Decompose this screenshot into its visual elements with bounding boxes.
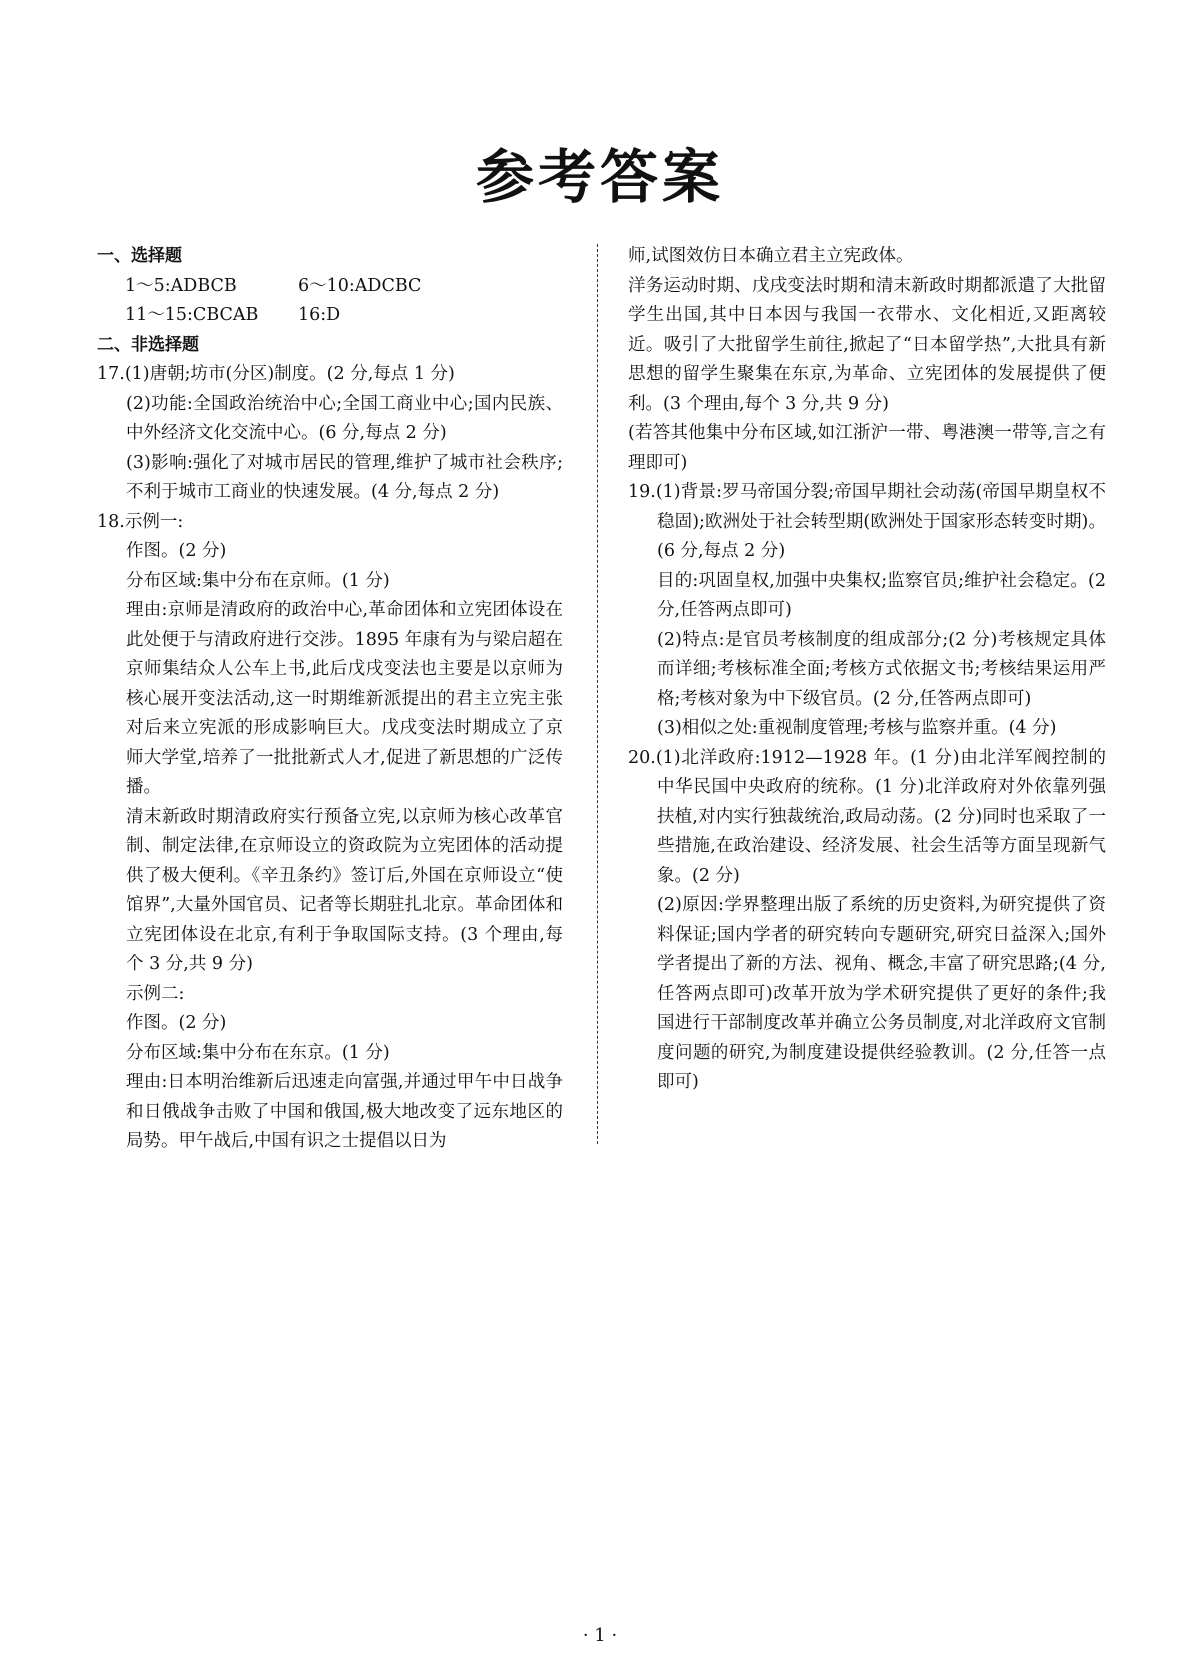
answer-group: 6～10:ADCBC xyxy=(298,275,422,296)
column-divider xyxy=(597,244,598,1144)
q18-continued: 洋务运动时期、戊戌变法时期和清末新政时期都派遣了大批留学生出国,其中日本因与我国一衣带水、文化相近,又距离较近。吸引了大批留学生前往,掀起了“日本留学热”,大批具有新思想的留学生聚集在东京,为革命、立宪团体的发展提供了便利。(3 个理由,每个 3 分,共 9 分) xyxy=(628,275,1106,414)
q19-part2: (2)特点:是官员考核制度的组成部分;(2 分)考核规定具体而详细;考核标准全面;考核方式依据文书;考核结果运用严格;考核对象为中下级官员。(2 分,任答两点即可) xyxy=(657,629,1106,709)
q19-part1: 19.(1)背景:罗马帝国分裂;帝国早期社会动荡(帝国早期皇权不稳固);欧洲处于社会转型期(欧洲处于国家形态转变时期)。(6 分,每点 2 分) xyxy=(628,482,1106,561)
q20-part2: (2)原因:学界整理出版了系统的历史资料,为研究提供了资料保证;国内学者的研究转向专题研究,研究日益深入;国外学者提出了新的方法、视角、概念,丰富了研究思路;(4 分,任答两点即可)改革开放为学术研究提供了更好的条件;我国进行干部制度改革并确立公务员制度,对北洋政府文官制度问题的研究,为制度建设提供经验教训。(2 分,任答一点即可) xyxy=(657,895,1106,1092)
q18-example2-heading: 示例二: xyxy=(126,983,185,1004)
q19-purpose: 目的:巩固皇权,加强中央集权;监察官员;维护社会稳定。(2 分,任答两点即可) xyxy=(657,570,1106,620)
q18-example1-heading: 18.示例一: xyxy=(97,511,184,532)
multiple-choice-row xyxy=(97,301,563,331)
q18-drawing-score: 作图。(2 分) xyxy=(126,1013,227,1033)
q18-drawing-score: 作图。(2 分) xyxy=(126,541,227,561)
q18-distribution: 分布区域:集中分布在京师。(1 分) xyxy=(126,570,390,591)
q20-part1: 20.(1)北洋政府:1912—1928 年。(1 分)由北洋军阀控制的中华民国中央政府的统称。(1 分)北洋政府对外依靠列强扶植,对内实行独裁统治,政局动荡。(2 分)同时也采取了一些措施,在政治建设、经济发展、社会生活等方面呈现新气象。(2 分) xyxy=(628,747,1106,886)
q17-part2: (2)功能:全国政治统治中心;全国工商业中心;国内民族、中外经济文化交流中心。(6 分,每点 2 分) xyxy=(126,393,563,443)
section-heading-multiple-choice: 一、选择题 xyxy=(97,246,182,266)
answer-group: 16:D xyxy=(298,305,341,325)
multiple-choice-row xyxy=(97,272,563,302)
q18-reason-paragraph: 理由:日本明治维新后迅速走向富强,并通过甲午中日战争和日俄战争击败了中国和俄国,极大地改变了远东地区的局势。甲午战后,中国有识之士提倡以日为 xyxy=(126,1072,563,1151)
q17-part3: (3)影响:强化了对城市居民的管理,维护了城市社会秩序;不利于城市工商业的快速发展。(4 分,每点 2 分) xyxy=(126,452,563,502)
right-column xyxy=(628,242,1106,1098)
q18-distribution: 分布区域:集中分布在东京。(1 分) xyxy=(126,1042,390,1063)
page-title: 参考答案 xyxy=(475,143,724,211)
q18-note: (若答其他集中分布区域,如江浙沪一带、粤港澳一带等,言之有理即可) xyxy=(628,423,1106,473)
left-column xyxy=(97,242,563,1157)
section-heading-non-choice: 二、非选择题 xyxy=(97,334,199,355)
answer-group: 11～15:CBCAB xyxy=(125,305,259,325)
q18-reason-paragraph: 清末新政时期清政府实行预备立宪,以京师为核心改革官制、制定法律,在京师设立的资政院为立宪团体的活动提供了极大便利。《辛丑条约》签订后,外国在京师设立“使馆界”,大量外国官员、记者等长期驻扎北京。革命团体和立宪团体设在北京,有利于争取国际支持。(3 个理由,每个 3 分,共 9 分) xyxy=(126,806,563,974)
q17-part1: 17.(1)唐朝;坊市(分区)制度。(2 分,每点 1 分) xyxy=(97,364,455,384)
answer-group: 1～5:ADBCB xyxy=(125,275,237,296)
page-number: · 1 · xyxy=(582,1625,618,1646)
q19-part3: (3)相似之处:重视制度管理;考核与监察并重。(4 分) xyxy=(657,718,1057,738)
q18-reason-paragraph: 理由:京师是清政府的政治中心,革命团体和立宪团体设在此处便于与清政府进行交涉。1895 年康有为与梁启超在京师集结众人公车上书,此后戊戌变法也主要是以京师为核心展开变法活动,这一时期维新派提出的君主立宪主张对后来立宪派的形成影响巨大。戊戌变法时期成立了京师大学堂,培养了一批批新式人才,促进了新思想的广泛传播。 xyxy=(126,600,563,797)
q18-continued: 师,试图效仿日本确立君主立宪政体。 xyxy=(628,246,914,266)
